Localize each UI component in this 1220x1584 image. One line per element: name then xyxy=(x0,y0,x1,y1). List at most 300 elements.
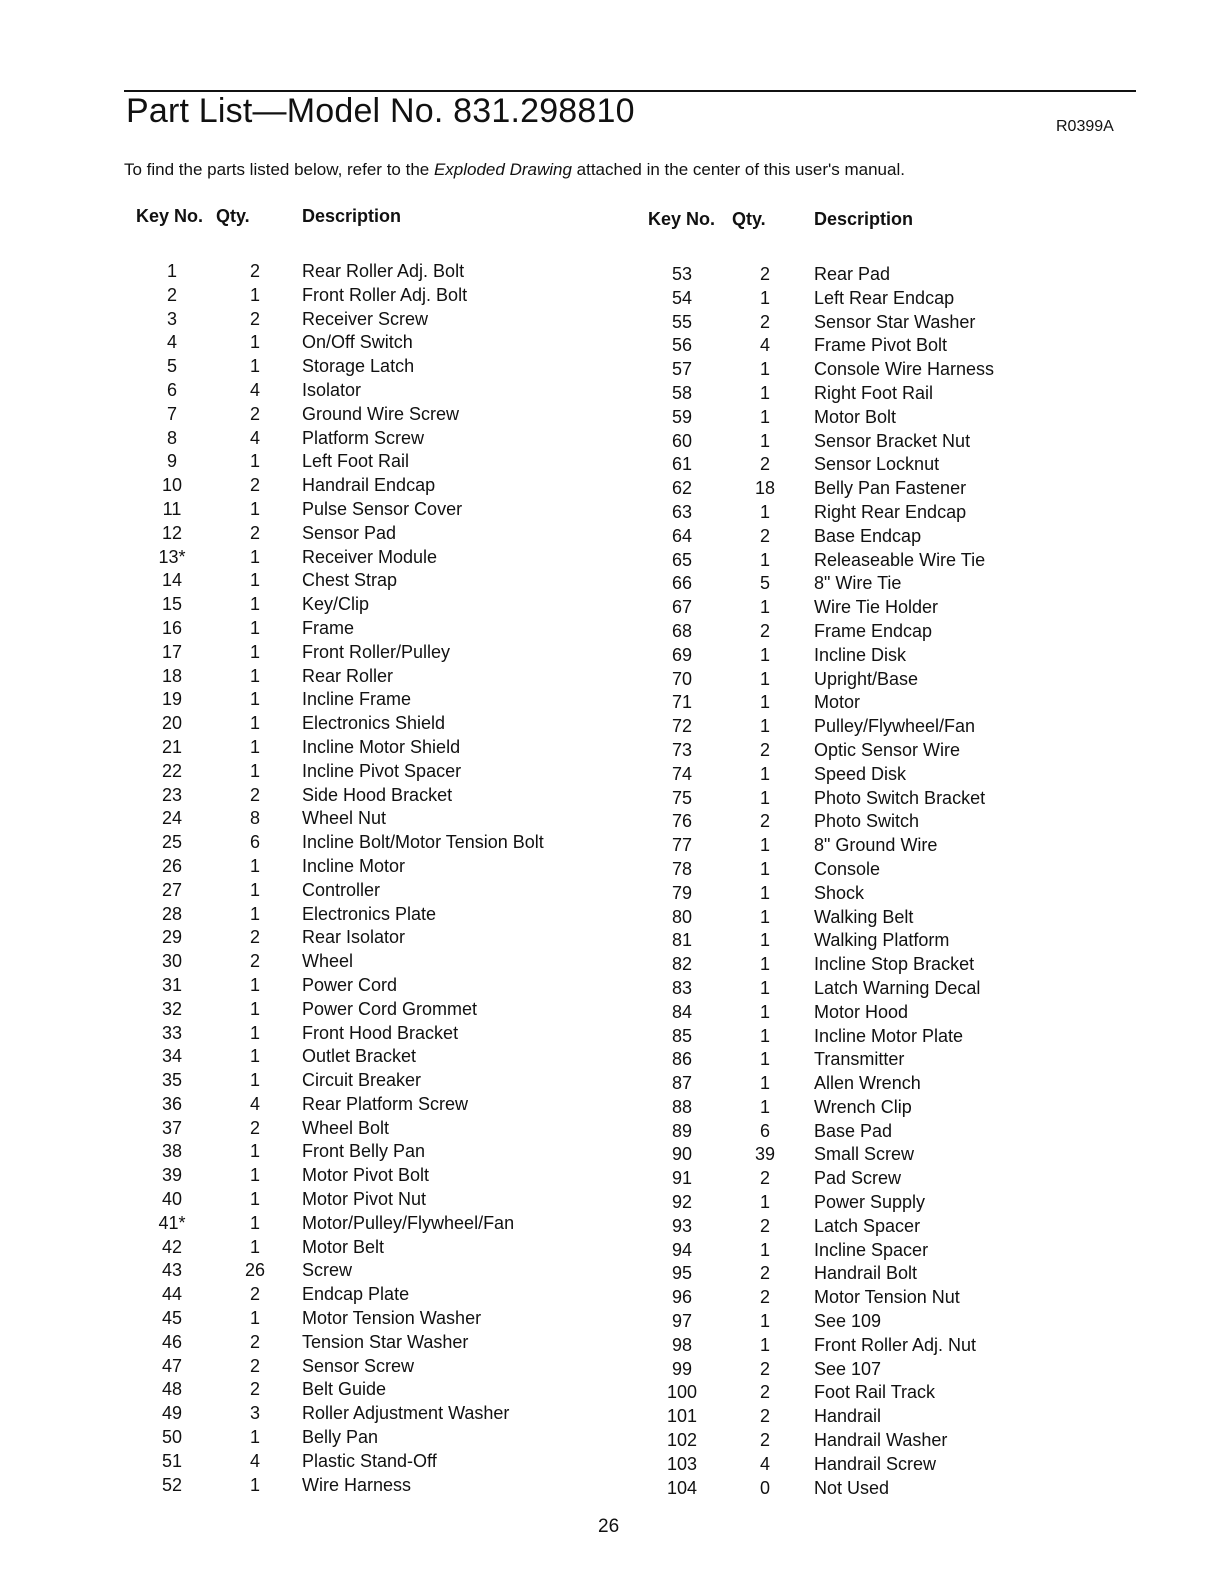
part-key-no: 59 xyxy=(671,406,693,427)
part-row xyxy=(136,1212,544,1236)
part-row xyxy=(136,593,544,617)
part-description: Side Hood Bracket xyxy=(302,784,453,805)
part-description: Electronics Plate xyxy=(302,903,437,924)
part-key-no: 89 xyxy=(671,1120,693,1141)
part-qty: 1 xyxy=(759,430,770,451)
part-key-no: 42 xyxy=(161,1236,183,1257)
part-description: Rear Roller Adj. Bolt xyxy=(302,261,465,281)
part-description: Storage Latch xyxy=(302,356,415,377)
part-description: Key/Clip xyxy=(302,594,370,615)
part-row xyxy=(136,1093,544,1117)
part-description: Right Foot Rail xyxy=(814,382,934,403)
part-description: Allen Wrench xyxy=(814,1073,921,1094)
part-qty: 1 xyxy=(759,1334,770,1355)
part-qty: 18 xyxy=(754,478,776,499)
part-key-no: 4 xyxy=(166,332,177,353)
part-description: Walking Belt xyxy=(814,906,914,927)
part-key-no: 15 xyxy=(161,594,183,615)
part-key-no: 47 xyxy=(161,1355,183,1376)
part-description: Upright/Base xyxy=(814,668,919,689)
column-header-left xyxy=(136,205,544,227)
part-row xyxy=(136,1164,544,1188)
part-row xyxy=(648,1143,994,1167)
part-qty: 1 xyxy=(249,855,260,876)
part-row xyxy=(136,355,544,379)
part-qty: 1 xyxy=(759,787,770,808)
part-description: Motor Pivot Nut xyxy=(302,1189,427,1210)
part-qty: 2 xyxy=(759,739,770,760)
part-description: Circuit Breaker xyxy=(302,1070,422,1091)
part-key-no: 65 xyxy=(671,549,693,570)
part-description: Handrail Endcap xyxy=(302,475,436,496)
part-key-no: 103 xyxy=(666,1453,698,1474)
part-row xyxy=(648,763,994,787)
part-key-no: 25 xyxy=(161,832,183,853)
part-row xyxy=(648,1001,994,1025)
part-qty: 2 xyxy=(759,1263,770,1284)
part-key-no: 52 xyxy=(161,1474,183,1495)
part-qty: 4 xyxy=(759,1453,770,1474)
part-key-no: 93 xyxy=(671,1215,693,1236)
part-description: Front Hood Bracket xyxy=(302,1022,459,1043)
part-row xyxy=(136,1283,544,1307)
part-key-no: 29 xyxy=(161,927,183,948)
part-row xyxy=(648,477,994,501)
part-row xyxy=(648,1262,994,1286)
part-description: Left Foot Rail xyxy=(302,451,410,472)
part-row xyxy=(136,903,544,927)
part-qty: 1 xyxy=(249,760,260,781)
part-row xyxy=(648,691,994,715)
part-row xyxy=(136,546,544,570)
part-description: Pulley/Flywheel/Fan xyxy=(814,716,976,737)
part-qty: 6 xyxy=(759,1120,770,1141)
page-title: Part List—Model No. 831.298810 xyxy=(126,92,635,130)
parts-list-right xyxy=(648,263,994,1500)
part-qty: 1 xyxy=(249,689,260,710)
part-description: Incline Bolt/Motor Tension Bolt xyxy=(302,832,544,853)
part-row xyxy=(136,1331,544,1355)
part-key-no: 53 xyxy=(671,264,693,284)
part-row xyxy=(648,549,994,573)
part-description: Controller xyxy=(302,879,381,900)
part-row xyxy=(136,1236,544,1260)
part-description: Rear Platform Screw xyxy=(302,1093,469,1114)
part-qty: 2 xyxy=(759,264,770,284)
part-description: Console Wire Harness xyxy=(814,359,995,380)
part-key-no: 73 xyxy=(671,739,693,760)
part-key-no: 102 xyxy=(666,1430,698,1451)
part-row xyxy=(136,712,544,736)
part-key-no: 13* xyxy=(158,546,186,567)
part-row xyxy=(648,1096,994,1120)
part-description: Releaseable Wire Tie xyxy=(814,549,986,570)
part-description: Wheel xyxy=(302,951,354,972)
part-description: Wire Harness xyxy=(302,1474,412,1495)
part-key-no: 37 xyxy=(161,1117,183,1138)
part-row xyxy=(648,525,994,549)
part-qty: 2 xyxy=(249,1284,260,1305)
part-qty: 1 xyxy=(759,1239,770,1260)
document-code: R0399A xyxy=(1056,118,1114,135)
part-description: Screw xyxy=(302,1260,353,1281)
part-row xyxy=(136,308,544,332)
part-qty: 0 xyxy=(759,1477,770,1498)
part-qty: 2 xyxy=(249,1379,260,1400)
part-description: Frame xyxy=(302,617,355,638)
part-row xyxy=(136,403,544,427)
part-key-no: 50 xyxy=(161,1427,183,1448)
part-description: On/Off Switch xyxy=(302,332,413,353)
part-qty: 1 xyxy=(249,1165,260,1186)
part-qty: 2 xyxy=(759,1215,770,1236)
part-row xyxy=(648,453,994,477)
part-qty: 1 xyxy=(249,1022,260,1043)
part-key-no: 10 xyxy=(161,475,183,496)
part-qty: 2 xyxy=(249,308,260,329)
part-row xyxy=(648,1381,994,1405)
part-row xyxy=(136,1140,544,1164)
part-qty: 6 xyxy=(249,832,260,853)
part-key-no: 101 xyxy=(666,1406,698,1427)
part-description: Motor Belt xyxy=(302,1236,385,1257)
part-row xyxy=(136,998,544,1022)
part-row xyxy=(648,1310,994,1334)
part-qty: 2 xyxy=(249,403,260,424)
part-key-no: 91 xyxy=(671,1168,693,1189)
qty-header: Qty. xyxy=(732,209,766,229)
part-description: Frame Pivot Bolt xyxy=(814,335,948,356)
part-key-no: 66 xyxy=(671,573,693,594)
part-description: Incline Pivot Spacer xyxy=(302,760,462,781)
part-qty: 1 xyxy=(759,1096,770,1117)
description-header: Description xyxy=(814,209,914,229)
part-row xyxy=(136,641,544,665)
part-description: Rear Roller xyxy=(302,665,394,686)
part-qty: 2 xyxy=(249,475,260,496)
part-qty: 2 xyxy=(759,1358,770,1379)
part-qty: 1 xyxy=(759,382,770,403)
part-qty: 4 xyxy=(759,335,770,356)
part-key-no: 76 xyxy=(671,811,693,832)
part-description: Front Belly Pan xyxy=(302,1141,426,1162)
part-key-no: 83 xyxy=(671,977,693,998)
part-qty: 1 xyxy=(249,713,260,734)
part-row xyxy=(648,287,994,311)
part-key-no: 77 xyxy=(671,835,693,856)
part-key-no: 56 xyxy=(671,335,693,356)
part-description: Rear Isolator xyxy=(302,927,406,948)
intro-emphasis: Exploded Drawing xyxy=(433,160,572,179)
part-description: Pad Screw xyxy=(814,1168,902,1189)
part-qty: 1 xyxy=(759,858,770,879)
part-qty: 1 xyxy=(249,498,260,519)
part-row xyxy=(648,1120,994,1144)
part-qty: 1 xyxy=(249,1308,260,1329)
part-qty: 1 xyxy=(759,882,770,903)
part-qty: 1 xyxy=(249,1046,260,1067)
part-key-no: 98 xyxy=(671,1334,693,1355)
part-key-no: 8 xyxy=(166,427,177,448)
part-key-no: 71 xyxy=(671,692,693,713)
part-row xyxy=(136,950,544,974)
part-qty: 1 xyxy=(249,1474,260,1495)
part-row xyxy=(648,977,994,1001)
part-description: Base Endcap xyxy=(814,525,922,546)
part-qty: 1 xyxy=(249,570,260,591)
part-qty: 1 xyxy=(249,1070,260,1091)
part-key-no: 12 xyxy=(161,522,183,543)
part-row xyxy=(136,879,544,903)
part-qty: 2 xyxy=(249,261,260,281)
part-description: 8" Ground Wire xyxy=(814,835,938,856)
part-row xyxy=(648,668,994,692)
part-description: Left Rear Endcap xyxy=(814,287,955,308)
part-description: Belt Guide xyxy=(302,1379,387,1400)
part-qty: 2 xyxy=(249,1355,260,1376)
part-key-no: 85 xyxy=(671,1025,693,1046)
part-key-no: 32 xyxy=(161,998,183,1019)
part-row xyxy=(136,569,544,593)
part-key-no: 41* xyxy=(158,1212,186,1233)
part-description: Transmitter xyxy=(814,1049,905,1070)
part-key-no: 11 xyxy=(162,498,182,519)
part-description: Front Roller/Pulley xyxy=(302,641,451,662)
part-row xyxy=(648,572,994,596)
part-qty: 4 xyxy=(249,1093,260,1114)
part-row xyxy=(136,736,544,760)
part-key-no: 96 xyxy=(671,1287,693,1308)
part-qty: 2 xyxy=(249,784,260,805)
part-row xyxy=(136,1355,544,1379)
part-description: Incline Stop Bracket xyxy=(814,954,975,975)
part-description: Walking Platform xyxy=(814,930,950,951)
part-key-no: 31 xyxy=(161,974,183,995)
part-row xyxy=(136,831,544,855)
part-qty: 1 xyxy=(249,356,260,377)
part-description: Incline Frame xyxy=(302,689,412,710)
part-qty: 2 xyxy=(249,1117,260,1138)
part-key-no: 30 xyxy=(161,951,183,972)
part-key-no: 43 xyxy=(161,1260,183,1281)
part-qty: 1 xyxy=(759,406,770,427)
part-key-no: 100 xyxy=(666,1382,698,1403)
part-description: Rear Pad xyxy=(814,264,891,284)
part-key-no: 104 xyxy=(666,1477,698,1498)
part-description: Power Cord xyxy=(302,974,398,995)
parts-column-left xyxy=(136,205,544,1497)
part-description: Optic Sensor Wire xyxy=(814,739,961,760)
part-qty: 2 xyxy=(759,311,770,332)
part-key-no: 61 xyxy=(671,454,693,475)
part-description: Incline Motor xyxy=(302,855,406,876)
part-qty: 8 xyxy=(249,808,260,829)
part-key-no: 58 xyxy=(671,382,693,403)
part-key-no: 97 xyxy=(671,1311,693,1332)
part-row xyxy=(648,1191,994,1215)
part-qty: 4 xyxy=(249,379,260,400)
part-key-no: 88 xyxy=(671,1096,693,1117)
part-key-no: 19 xyxy=(161,689,183,710)
part-key-no: 33 xyxy=(161,1022,183,1043)
part-qty: 1 xyxy=(249,998,260,1019)
part-row xyxy=(648,882,994,906)
parts-list-left xyxy=(136,260,544,1497)
part-qty: 2 xyxy=(249,951,260,972)
part-key-no: 22 xyxy=(161,760,183,781)
part-qty: 1 xyxy=(249,665,260,686)
part-qty: 1 xyxy=(759,1049,770,1070)
part-key-no: 92 xyxy=(671,1192,693,1213)
part-qty: 1 xyxy=(249,1236,260,1257)
part-description: Wheel Bolt xyxy=(302,1117,390,1138)
part-key-no: 95 xyxy=(671,1263,693,1284)
part-key-no: 45 xyxy=(161,1308,183,1329)
part-qty: 2 xyxy=(759,1382,770,1403)
part-qty: 2 xyxy=(759,525,770,546)
part-qty: 1 xyxy=(249,332,260,353)
part-description: Motor Tension Nut xyxy=(814,1287,960,1308)
part-description: Wrench Clip xyxy=(814,1096,912,1117)
part-qty: 1 xyxy=(759,692,770,713)
part-qty: 1 xyxy=(249,879,260,900)
part-row xyxy=(136,1450,544,1474)
part-row xyxy=(136,331,544,355)
part-row xyxy=(136,1426,544,1450)
part-row xyxy=(648,834,994,858)
part-description: Sensor Bracket Nut xyxy=(814,430,971,451)
part-key-no: 44 xyxy=(161,1284,183,1305)
part-description: Incline Spacer xyxy=(814,1239,929,1260)
part-qty: 1 xyxy=(759,930,770,951)
part-key-no: 69 xyxy=(671,644,693,665)
part-qty: 1 xyxy=(249,546,260,567)
part-key-no: 49 xyxy=(161,1403,183,1424)
part-qty: 1 xyxy=(249,284,260,305)
part-key-no: 72 xyxy=(671,716,693,737)
part-qty: 3 xyxy=(249,1403,260,1424)
part-row xyxy=(648,311,994,335)
part-qty: 2 xyxy=(759,1406,770,1427)
part-description: Motor xyxy=(814,692,861,713)
part-row xyxy=(136,1474,544,1498)
part-qty: 26 xyxy=(244,1260,266,1281)
part-key-no: 48 xyxy=(161,1379,183,1400)
part-description: Incline Motor Shield xyxy=(302,736,461,757)
description-header: Description xyxy=(302,206,402,226)
part-key-no: 35 xyxy=(161,1070,183,1091)
part-row xyxy=(136,522,544,546)
part-key-no: 94 xyxy=(671,1239,693,1260)
part-qty: 1 xyxy=(249,1189,260,1210)
part-description: Receiver Module xyxy=(302,546,438,567)
part-description: Incline Disk xyxy=(814,644,907,665)
part-row xyxy=(648,1405,994,1429)
part-row xyxy=(648,810,994,834)
part-description: Sensor Pad xyxy=(302,522,397,543)
part-description: Handrail xyxy=(814,1406,882,1427)
part-row xyxy=(648,1334,994,1358)
part-key-no: 78 xyxy=(671,858,693,879)
part-key-no: 51 xyxy=(161,1450,183,1471)
part-key-no: 5 xyxy=(166,356,177,377)
part-key-no: 20 xyxy=(161,713,183,734)
part-row xyxy=(648,263,994,287)
part-key-no: 16 xyxy=(161,617,183,638)
part-row xyxy=(648,929,994,953)
part-qty: 1 xyxy=(249,1212,260,1233)
part-row xyxy=(648,620,994,644)
part-row xyxy=(648,430,994,454)
part-qty: 2 xyxy=(249,927,260,948)
part-qty: 2 xyxy=(249,522,260,543)
part-row xyxy=(648,501,994,525)
part-row xyxy=(136,379,544,403)
part-key-no: 3 xyxy=(166,308,177,329)
part-row xyxy=(648,334,994,358)
part-qty: 1 xyxy=(249,903,260,924)
part-key-no: 81 xyxy=(671,930,693,951)
part-qty: 1 xyxy=(759,1192,770,1213)
part-description: Sensor Screw xyxy=(302,1355,415,1376)
part-description: Foot Rail Track xyxy=(814,1382,936,1403)
part-row xyxy=(136,1307,544,1331)
part-key-no: 24 xyxy=(161,808,183,829)
part-description: Power Cord Grommet xyxy=(302,998,478,1019)
intro-before: To find the parts listed below, refer to the xyxy=(124,160,434,179)
part-description: Motor Pivot Bolt xyxy=(302,1165,430,1186)
part-key-no: 74 xyxy=(671,763,693,784)
part-key-no: 28 xyxy=(161,903,183,924)
part-row xyxy=(136,617,544,641)
part-key-no: 90 xyxy=(671,1144,693,1165)
part-description: Pulse Sensor Cover xyxy=(302,498,463,519)
part-description: Incline Motor Plate xyxy=(814,1025,964,1046)
part-qty: 1 xyxy=(759,763,770,784)
part-row xyxy=(648,1072,994,1096)
part-description: Power Supply xyxy=(814,1192,926,1213)
part-description: Base Pad xyxy=(814,1120,893,1141)
part-key-no: 82 xyxy=(671,954,693,975)
part-qty: 1 xyxy=(249,451,260,472)
part-qty: 1 xyxy=(249,736,260,757)
part-key-no: 63 xyxy=(671,501,693,522)
part-row xyxy=(136,1188,544,1212)
part-description: Shock xyxy=(814,882,865,903)
part-key-no: 68 xyxy=(671,620,693,641)
part-qty: 2 xyxy=(759,811,770,832)
part-key-no: 27 xyxy=(161,879,183,900)
part-qty: 1 xyxy=(759,668,770,689)
part-row xyxy=(648,906,994,930)
part-description: Ground Wire Screw xyxy=(302,403,460,424)
part-key-no: 23 xyxy=(161,784,183,805)
part-description: Small Screw xyxy=(814,1144,915,1165)
part-row xyxy=(648,358,994,382)
part-row xyxy=(648,787,994,811)
part-description: Outlet Bracket xyxy=(302,1046,417,1067)
part-key-no: 7 xyxy=(166,403,177,424)
part-row xyxy=(648,858,994,882)
part-key-no: 79 xyxy=(671,882,693,903)
part-row xyxy=(648,1429,994,1453)
part-qty: 1 xyxy=(759,954,770,975)
part-qty: 2 xyxy=(759,454,770,475)
part-qty: 1 xyxy=(759,906,770,927)
part-qty: 1 xyxy=(759,835,770,856)
part-key-no: 86 xyxy=(671,1049,693,1070)
part-qty: 2 xyxy=(759,1430,770,1451)
